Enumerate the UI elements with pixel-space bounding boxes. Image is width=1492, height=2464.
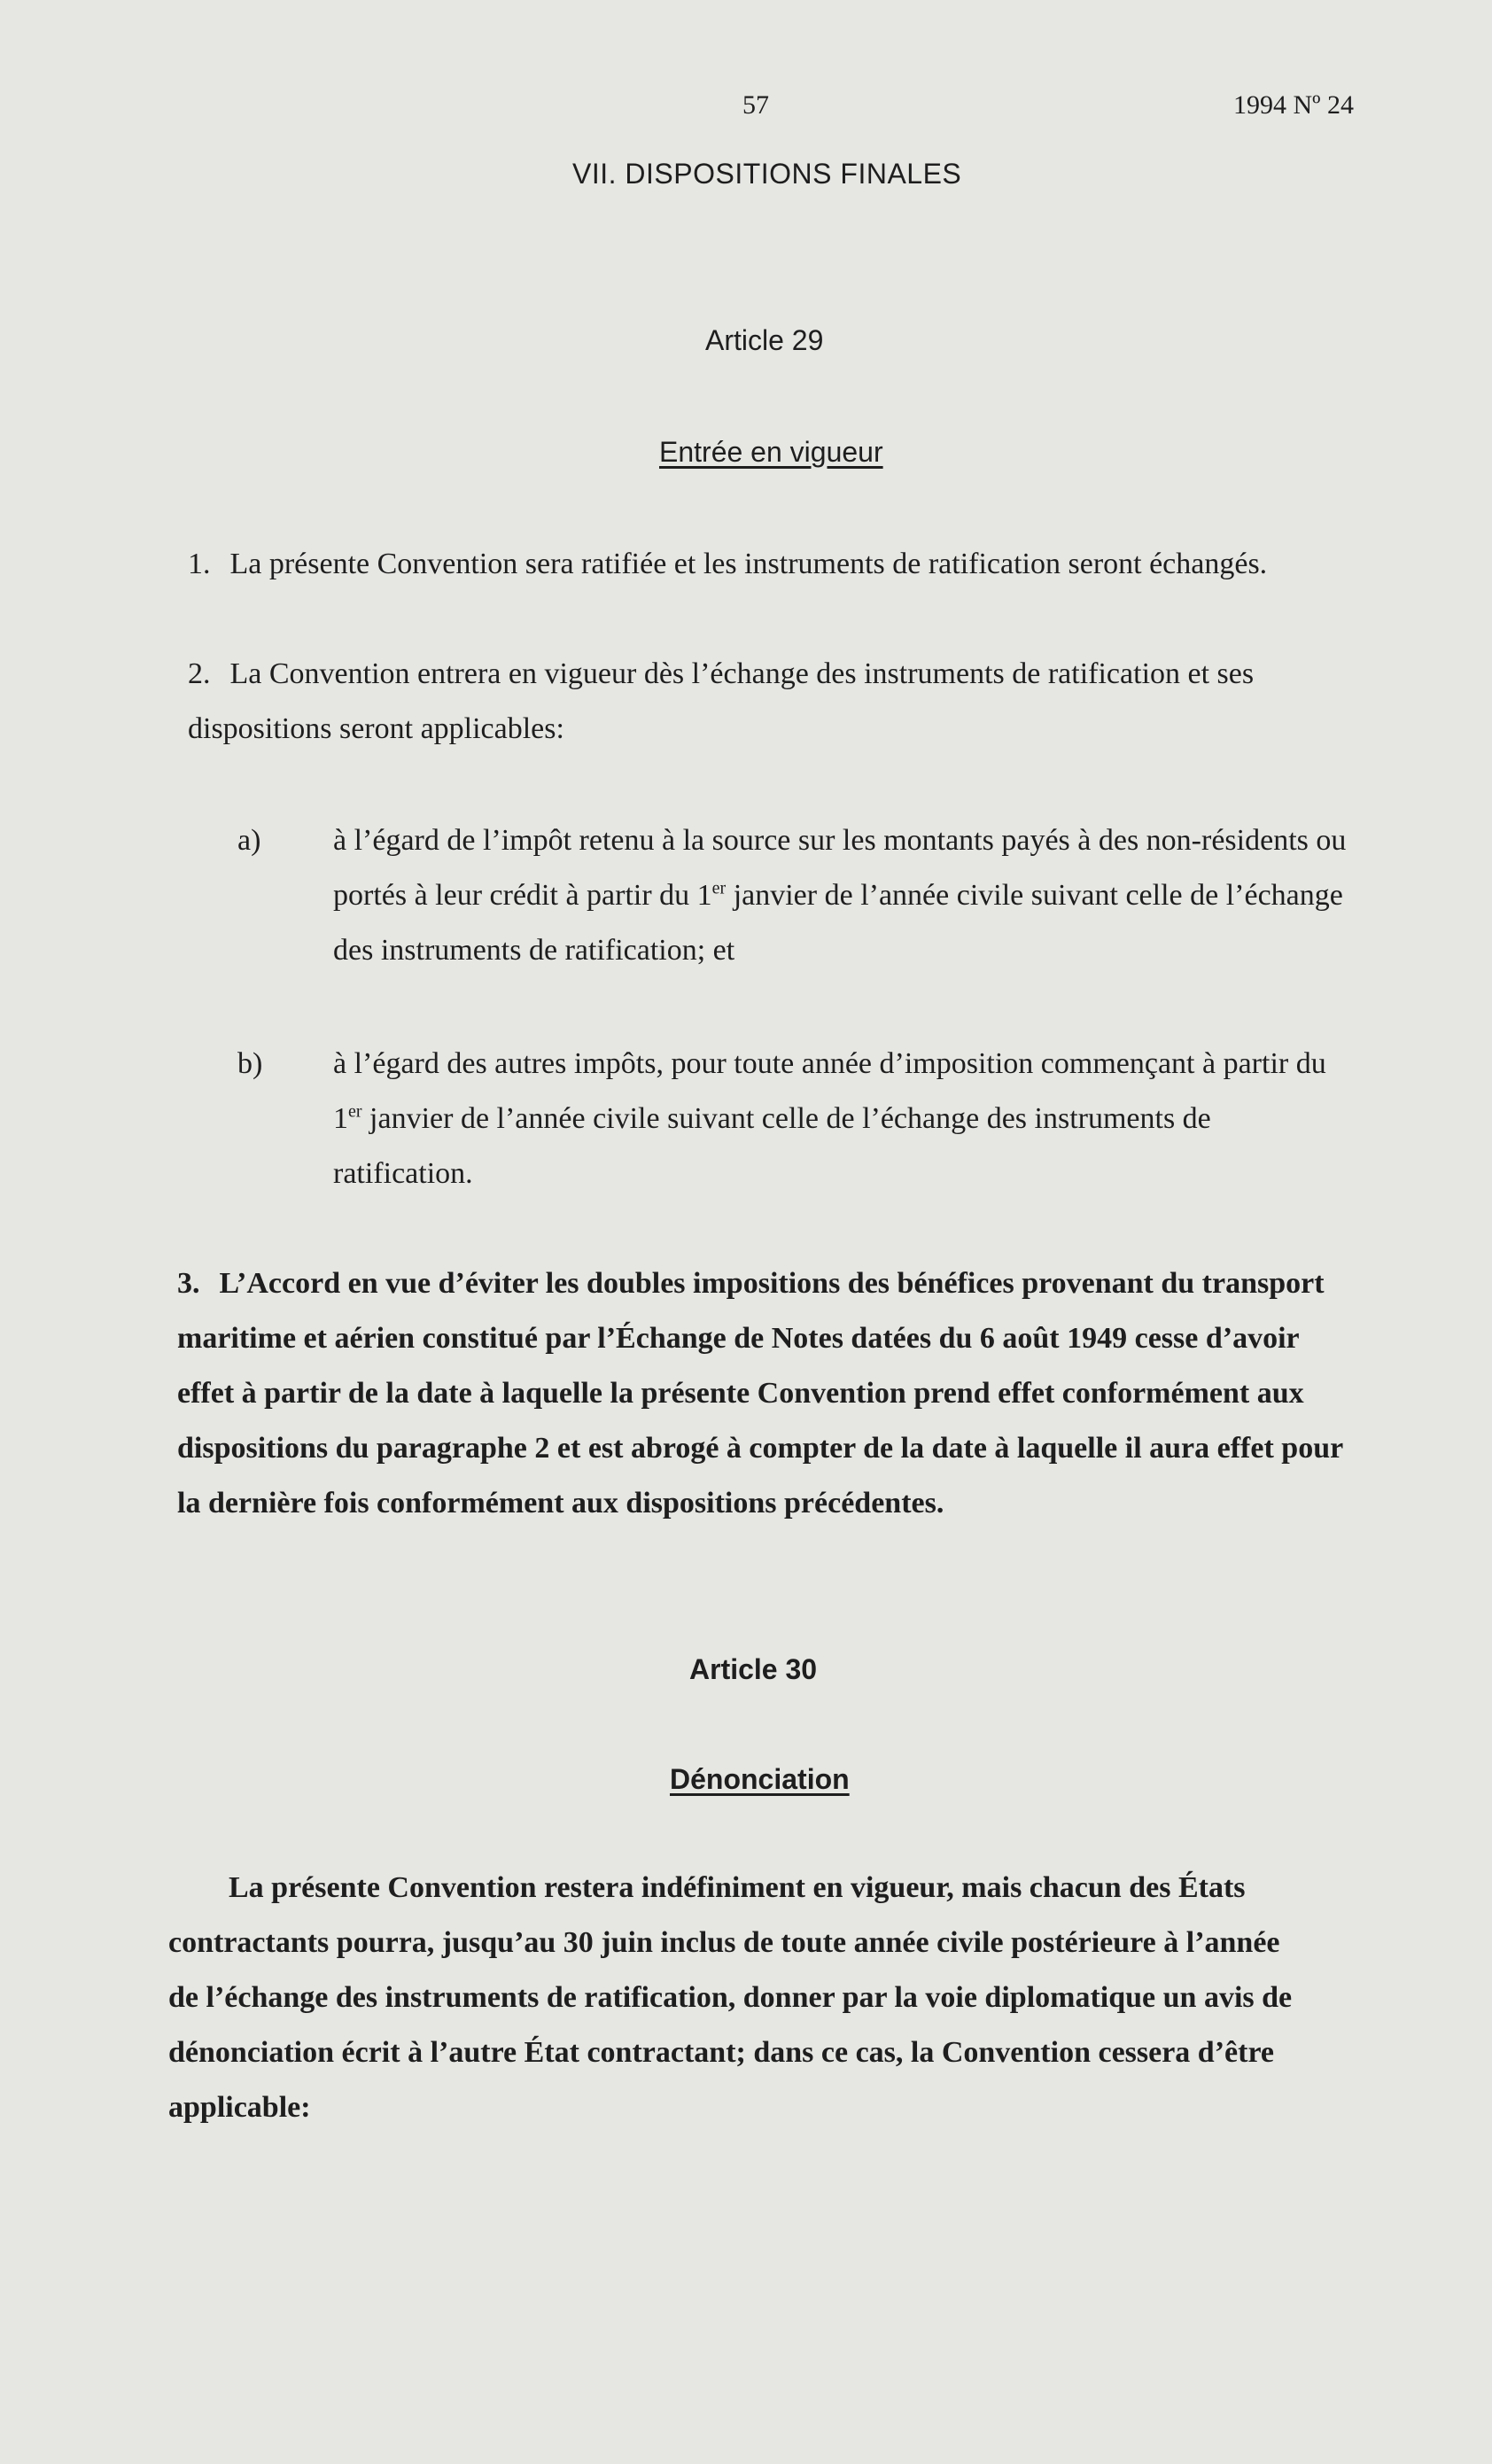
paragraph-text: La Convention entrera en vigueur dès l’échange des instruments de ratification et ses dispositions seront applicables: (188, 657, 1255, 745)
article-29-paragraph-2 (188, 647, 1357, 757)
article-29-item-b (333, 1037, 1352, 1201)
item-b-label: b) (237, 1047, 263, 1080)
article-30-heading: Article 30 (689, 1653, 818, 1685)
article-30-paragraph: La présente Convention restera indéfiniment en vigueur, mais chacun des États contractants pourra, jusqu’au 30 juin inclus de toute année civile postérieure à l’année de l’échange des instruments de ratification, donner par la voie diplomatique un avis de dénonciation écrit à l’autre État contractant; dans ce cas, la Convention cessera d’être applicable: (168, 1871, 1293, 2124)
item-text-continued: janvier de l’année civile suivant celle de l’échange des instruments de ratification; et (333, 879, 1343, 967)
item-a-label: a) (237, 824, 261, 857)
paragraph-number: 3. (177, 1267, 200, 1300)
superscript: er (348, 1101, 362, 1122)
paragraph-text: La présente Convention sera ratifiée et les instruments de ratification seront échangés. (229, 548, 1268, 580)
article-29-paragraph-3 (177, 1256, 1356, 1531)
article-29-subheading: Entrée en vigueur (659, 436, 883, 468)
article-29-paragraph-1 (188, 537, 1357, 592)
article-30-subheading: Dénonciation (670, 1763, 850, 1795)
item-text: à l’égard de l’impôt retenu à la source sur les montants payés à des non-résidents ou portés à leur crédit à partir du 1 (333, 824, 1347, 912)
section-title: VII. DISPOSITIONS FINALES (572, 158, 962, 190)
article-29-item-a (333, 813, 1352, 978)
superscript: er (711, 878, 727, 898)
page-number: 57 (742, 90, 769, 120)
item-text-continued: janvier de l’année civile suivant celle de l’échange des instruments de ratification. (333, 1102, 1211, 1190)
paragraph-number: 2. (188, 657, 211, 690)
article-29-heading: Article 29 (705, 324, 824, 356)
paragraph-number: 1. (188, 548, 211, 580)
item-text: à l’égard des autres impôts, pour toute année d’imposition commençant à partir du 1 (333, 1047, 1326, 1135)
paragraph-text: L’Accord en vue d’éviter les doubles impositions des bénéfices provenant du transport maritime et aérien constitué par l’Échange de Notes datées du 6 août 1949 cesse d’avoir effet à partir de la date à laquelle la présente Convention prend effet conformément aux dispositions du paragraphe 2 et est abrogé à compter de la date à laquelle il aura effet pour la dernière fois conformément aux dispositions précédentes. (177, 1267, 1343, 1520)
page-reference: 1994 Nº 24 (1233, 90, 1354, 120)
